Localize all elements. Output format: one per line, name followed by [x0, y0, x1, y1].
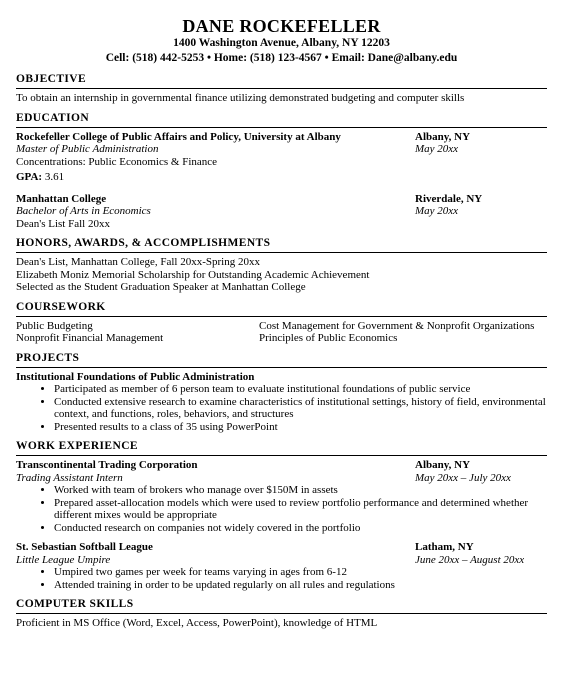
section-divider	[16, 367, 547, 368]
bullet-item: • Prepared asset-allocation models which were used to review portfolio performance and determined whether different mixes would be appropriate	[54, 497, 547, 522]
education-entry	[16, 131, 547, 184]
objective-text: To obtain an internship in governmental finance utilizing demonstrated budgeting and computer skills	[16, 92, 465, 104]
section-divider	[16, 88, 547, 89]
bullet-item: • Presented results to a class of 35 using PowerPoint	[54, 421, 547, 434]
course-item: Nonprofit Financial Management	[16, 332, 164, 344]
resume-header	[16, 0, 547, 66]
work-entry	[16, 459, 547, 534]
section-title: WORK EXPERIENCE	[16, 440, 138, 452]
job-title: Trading Assistant Intern	[16, 471, 123, 484]
job-dates: May 20xx – July 20xx	[415, 471, 511, 484]
course-item: Principles of Public Economics	[259, 332, 398, 344]
honor-item: Selected as the Student Graduation Speaker at Manhattan College	[16, 281, 306, 293]
degree: Bachelor of Arts in Economics	[16, 205, 151, 217]
work-bullets	[16, 484, 547, 534]
section-title: COURSEWORK	[16, 300, 106, 313]
section-title: HONORS, AWARDS, & ACCOMPLISHMENTS	[16, 237, 271, 249]
degree: Master of Public Administration	[16, 143, 159, 155]
concentrations: Concentrations: Public Economics & Finance	[16, 155, 218, 168]
work-bullets	[16, 566, 547, 591]
gpa-label: GPA:	[16, 171, 43, 183]
gpa-value: 3.61	[42, 171, 65, 183]
bullet-item: • Attended training in order to be updated regularly on all rules and regulations	[54, 579, 547, 592]
bullet-item: • Conducted extensive research to examine characteristics of institutional settings, history of field, environmental context, and functions, roles, behaviors, and structures	[54, 396, 547, 421]
graduation-date: May 20xx	[415, 205, 459, 217]
course-item: Public Budgeting	[16, 319, 93, 332]
section-divider	[16, 613, 547, 614]
contact-line: Cell: (518) 442-5253 • Home: (518) 123-4567 • Email: Dane@albany.edu	[105, 52, 458, 64]
school-location: Albany, NY	[415, 130, 471, 143]
section-title: PROJECTS	[16, 351, 80, 364]
objective-section	[16, 72, 547, 105]
company-name: Transcontinental Trading Corporation	[16, 459, 198, 471]
honor-item: Dean's List, Manhattan College, Fall 20xx-Spring 20xx	[16, 256, 260, 268]
address: 1400 Washington Avenue, Albany, NY 12203	[173, 37, 390, 49]
projects-section	[16, 351, 547, 434]
job-dates: June 20xx – August 20xx	[415, 553, 525, 566]
course-item: Cost Management for Government & Nonprofit Organizations	[259, 319, 535, 332]
section-divider	[16, 316, 547, 317]
graduation-date: May 20xx	[415, 143, 459, 155]
section-divider	[16, 127, 547, 128]
section-title: EDUCATION	[16, 111, 90, 124]
job-title: Little League Umpire	[16, 553, 111, 566]
education-entry	[16, 193, 547, 231]
deans-list: Dean's List Fall 20xx	[16, 217, 110, 230]
section-title: COMPUTER SKILLS	[16, 598, 134, 610]
skills-section	[16, 597, 547, 630]
candidate-name: DANE ROCKEFELLER	[182, 16, 381, 36]
project-name: Institutional Foundations of Public Administration	[16, 370, 255, 383]
honors-section	[16, 236, 547, 294]
company-location: Latham, NY	[415, 541, 474, 553]
gpa-line	[16, 171, 547, 184]
school-location: Riverdale, NY	[415, 192, 483, 205]
section-divider	[16, 455, 547, 456]
skills-text: Proficient in MS Office (Word, Excel, Access, PowerPoint), knowledge of HTML	[16, 617, 378, 629]
company-location: Albany, NY	[415, 459, 471, 471]
school-name: Rockefeller College of Public Affairs and Policy, University at Albany	[16, 130, 341, 143]
bullet-item: • Participated as member of 6 person team to evaluate institutional foundations of public service	[54, 383, 547, 396]
coursework-section	[16, 300, 547, 345]
honor-item: Elizabeth Moniz Memorial Scholarship for Outstanding Academic Achievement	[16, 268, 370, 281]
project-bullets	[16, 383, 547, 433]
work-entry	[16, 541, 547, 591]
school-name: Manhattan College	[16, 192, 107, 205]
bullet-item: • Worked with team of brokers who manage over $150M in assets	[54, 484, 547, 497]
section-title: OBJECTIVE	[16, 73, 87, 85]
section-divider	[16, 252, 547, 253]
company-name: St. Sebastian Softball League	[16, 541, 153, 553]
education-section	[16, 111, 547, 231]
bullet-item: • Umpired two games per week for teams varying in ages from 6-12	[54, 566, 547, 579]
bullet-item: • Conducted research on companies not widely covered in the portfolio	[54, 522, 547, 535]
work-section	[16, 439, 547, 591]
